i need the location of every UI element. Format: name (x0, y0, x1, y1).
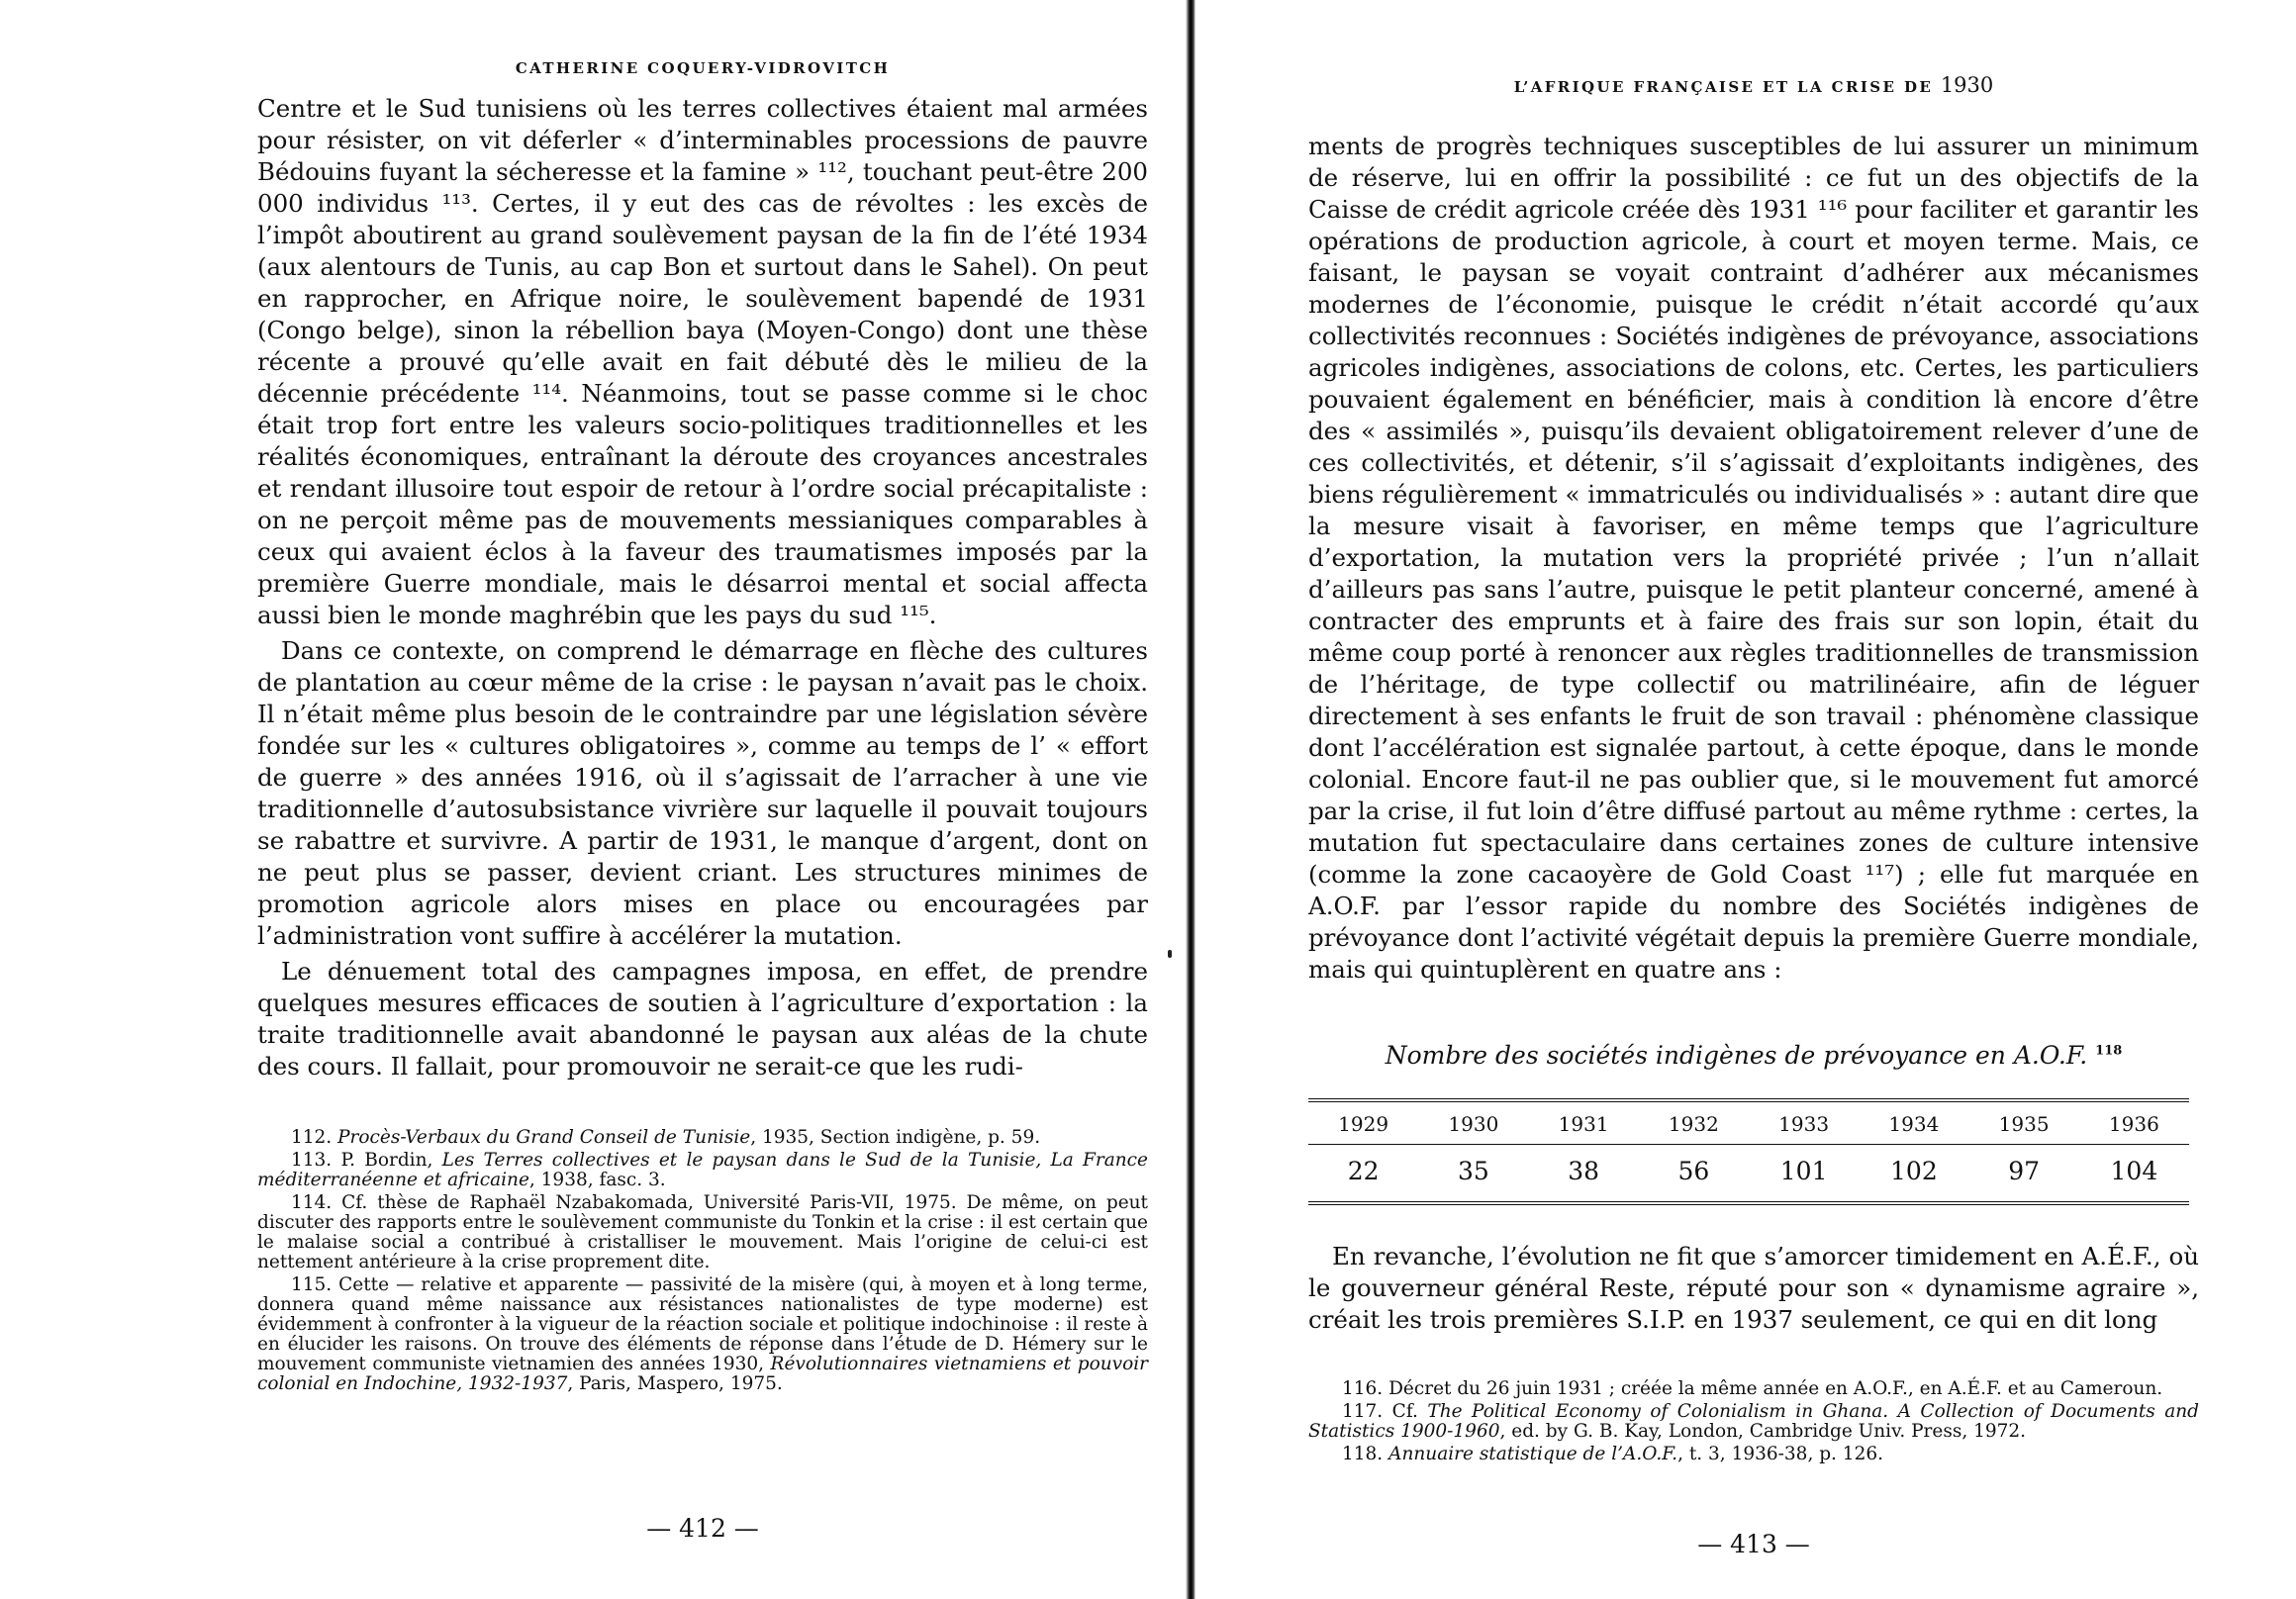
table-header-cell: 1930 (1418, 1100, 1528, 1145)
paragraph: Le dénuement total des campagnes imposa, en effet, de prendre quelques mesures efficaces de soutien à l’agriculture d’exportation : la traite traditionnelle avait abandonné le paysan aux aléas de la chute des cours. Il fallait, pour promouvoir ne serait-ce que les rudi- (257, 957, 1148, 1081)
table-cell: 97 (2008, 1157, 2041, 1185)
page-number-left: — 412 — (646, 1514, 759, 1543)
sip-count-table (1308, 1098, 2189, 1205)
right-page (1308, 0, 2199, 1558)
footnote-116: 116. Décret du 26 juin 1931 ; créée la même année en A.O.F., en A.É.F. et au Cameroun. (1342, 1378, 2163, 1399)
book-gutter (1186, 0, 1196, 1599)
table-cell: 104 (2110, 1157, 2158, 1185)
page-number-right: — 413 — (1697, 1530, 1810, 1558)
paragraph: Centre et le Sud tunisiens où les terres collectives étaient mal armées pour résister, on vit déferler « d’interminables processions de pauvre Bédouins fuyant la sécheresse et la famine » ¹¹², touchant peut-être 200 000 individus ¹¹³. Certes, il y eut des cas de révoltes : les excès de l’impôt aboutirent au grand soulèvement paysan de la fin de l’été 1934 (aux alentours de Tunis, au cap Bon et surtout dans le Sahel). On peut en rapprocher, en Afrique noire, le soulèvement bapendé de 1931 (Congo belge), sinon la rébellion baya (Moyen-Congo) dont une thèse récente a prouvé qu’elle avait en fait débuté dès le milieu de la décennie précédente ¹¹⁴. Néanmoins, tout se passe comme si le choc était trop fort entre les valeurs socio-politiques traditionnelles et les réalités économiques, entraînant la déroute des croyances ancestrales et rendant illusoire tout espoir de retour à l’ordre social précapitaliste : on ne perçoit même pas de mouvements messianiques comparables à ceux qui avaient éclos à la faveur des traumatismes imposés par la première Guerre mondiale, mais le désarroi mental et social affecta aussi bien le monde maghrébin que les pays du sud ¹¹⁵. (257, 94, 1148, 629)
footnote-112: 112. Procès-Verbaux du Grand Conseil de Tunisie, 1935, Section indigène, p. 59. (291, 1127, 1041, 1148)
right-footnotes (1308, 1379, 2199, 1464)
paragraph: ments de progrès techniques susceptibles de lui assurer un minimum de réserve, lui en offrir la possibilité : ce fut un des objectifs de la Caisse de crédit agricole créée dès 1931 ¹¹⁶ pour faciliter et garantir les opérations de production agricole, à court et moyen terme. Mais, ce faisant, le paysan se voyait contraint d’adhérer aux mécanismes modernes de l’économie, puisque le crédit n’était accordé qu’aux collectivités reconnues : Sociétés indigènes de prévoyance, associations agricoles indigènes, associations de colons, etc. Certes, les particuliers pouvaient également en bénéficier, mais à condition là encore d’être des « assimilés », puisqu’ils devaient obligatoirement relever d’une de ces collectivités, et détenir, s’il s’agissait d’exploitants indigènes, des biens régulièrement « immatriculés ou individualisés » : autant dire que la mesure visait à favoriser, en même temps que l’agriculture d’exportation, la mutation vers la propriété privée ; l’un n’allait d’ailleurs pas sans l’autre, puisque le petit planteur concerné, amené à contracter des emprunts et à faire des frais sur son lopin, était du même coup porté à renoncer aux règles traditionnelles de transmission de l’héritage, de type collectif ou matrilinéaire, afin de léguer directement à ses enfants le fruit de son travail : phénomène classique dont l’accélération est signalée partout, à cette époque, dans le monde colonial. Encore faut-il ne pas oublier que, si le mouvement fut amorcé par la crise, il fut loin d’être diffusé partout au même rythme : certes, la mutation fut spectaculaire dans certaines zones de culture intensive (comme la zone cacaoyère de Gold Coast ¹¹⁷) ; elle fut marquée en A.O.F. par l’essor rapide du nombre des Sociétés indigènes de prévoyance dont l’activité végétait depuis la première Guerre mondiale, mais qui quintuplèrent en quatre ans : (1308, 132, 2199, 984)
table-header-cell: 1931 (1529, 1100, 1639, 1145)
table-cell: 56 (1677, 1157, 1710, 1185)
table-header-cell: 1935 (1969, 1100, 2079, 1145)
table-caption: Nombre des sociétés indigènes de prévoyance en A.O.F. $^{118}$ (1385, 1041, 2123, 1070)
left-body-text (257, 93, 1148, 1082)
table-header-row (1308, 1100, 2189, 1145)
footnote-117: 117. Cf. The Political Economy of Colonialism in Ghana. A Collection of Documents and Statistics 1900-1960, ed. by G. B. Kay, London, Cambridge Univ. Press, 1972. (1308, 1401, 2199, 1442)
footnote-115: 115. Cette — relative et apparente — passivité de la misère (qui, à moyen et à long terme, donnera quand même naissance aux résistances nationalistes de type moderne) est évidemment à confronter à la vigueur de la réaction sociale et politique indochinoise : il reste à en élucider les raisons. On trouve des éléments de réponse dans l’étude de D. Hémery sur le mouvement communiste vietnamien des années 1930, Révolutionnaires vietnamiens et pouvoir colonial en Indochine, 1932-1937, Paris, Maspero, 1975. (257, 1274, 1148, 1394)
table-header-cell: 1929 (1308, 1100, 1418, 1145)
running-head-left: CATHERINE COQUERY-VIDROVITCH (515, 59, 891, 77)
right-body-text (1308, 131, 2199, 986)
footnote-113: 113. P. Bordin, Les Terres collectives et le paysan dans le Sud de la Tunisie, La France méditerranéenne et africaine, 1938, fasc. 3. (257, 1150, 1148, 1190)
table-row (1308, 1145, 2189, 1204)
table-cell: 38 (1568, 1157, 1600, 1185)
table-cell: 35 (1457, 1157, 1489, 1185)
left-footnotes (257, 1128, 1148, 1394)
table-cell: 101 (1779, 1157, 1828, 1185)
right-body-text-continued (1308, 1241, 2199, 1336)
running-head-right: L’AFRIQUE FRANÇAISE ET LA CRISE DE 1930 (1513, 73, 1994, 97)
table-cell: 22 (1347, 1157, 1380, 1185)
table-header-cell: 1932 (1639, 1100, 1749, 1145)
paragraph: Dans ce contexte, on comprend le démarrage en flèche des cultures de plantation au cœur même de la crise : le paysan n’avait pas le choix. Il n’était même plus besoin de le contraindre par une législation sévère fondée sur les « cultures obligatoires », comme au temps de l’ « effort de guerre » des années 1916, où il s’agissait de l’arracher à une vie traditionnelle d’autosubsistance vivrière sur laquelle il pouvait toujours se rabattre et survivre. A partir de 1931, le manque d’argent, dont on ne peut plus se passer, devient criant. Les structures minimes de promotion agricole alors mises en place ou encouragées par l’administration vont suffire à accélérer la mutation. (257, 636, 1148, 950)
footnote-118: 118. Annuaire statistique de l’A.O.F., t. 3, 1936-38, p. 126. (1342, 1444, 1883, 1464)
table-header-cell: 1933 (1749, 1100, 1859, 1145)
scan-speck (1168, 950, 1172, 958)
paragraph: En revanche, l’évolution ne fit que s’amorcer timidement en A.É.F., où le gouverneur général Reste, réputé pour son « dynamisme agraire », créait les trois premières S.I.P. en 1937 seulement, ce qui en dit long (1308, 1242, 2199, 1334)
left-page (257, 0, 1148, 1543)
table-cell: 102 (1890, 1157, 1938, 1185)
table-header-cell: 1936 (2079, 1100, 2189, 1145)
table-header-cell: 1934 (1859, 1100, 1968, 1145)
footnote-114: 114. Cf. thèse de Raphaël Nzabakomada, Université Paris-VII, 1975. De même, on peut discuter des rapports entre le soulèvement communiste du Tonkin et la crise : il est certain que le malaise social a contribué à cristalliser le mouvement. Mais l’origine de celui-ci est nettement antérieure à la crise proprement dite. (257, 1192, 1148, 1272)
